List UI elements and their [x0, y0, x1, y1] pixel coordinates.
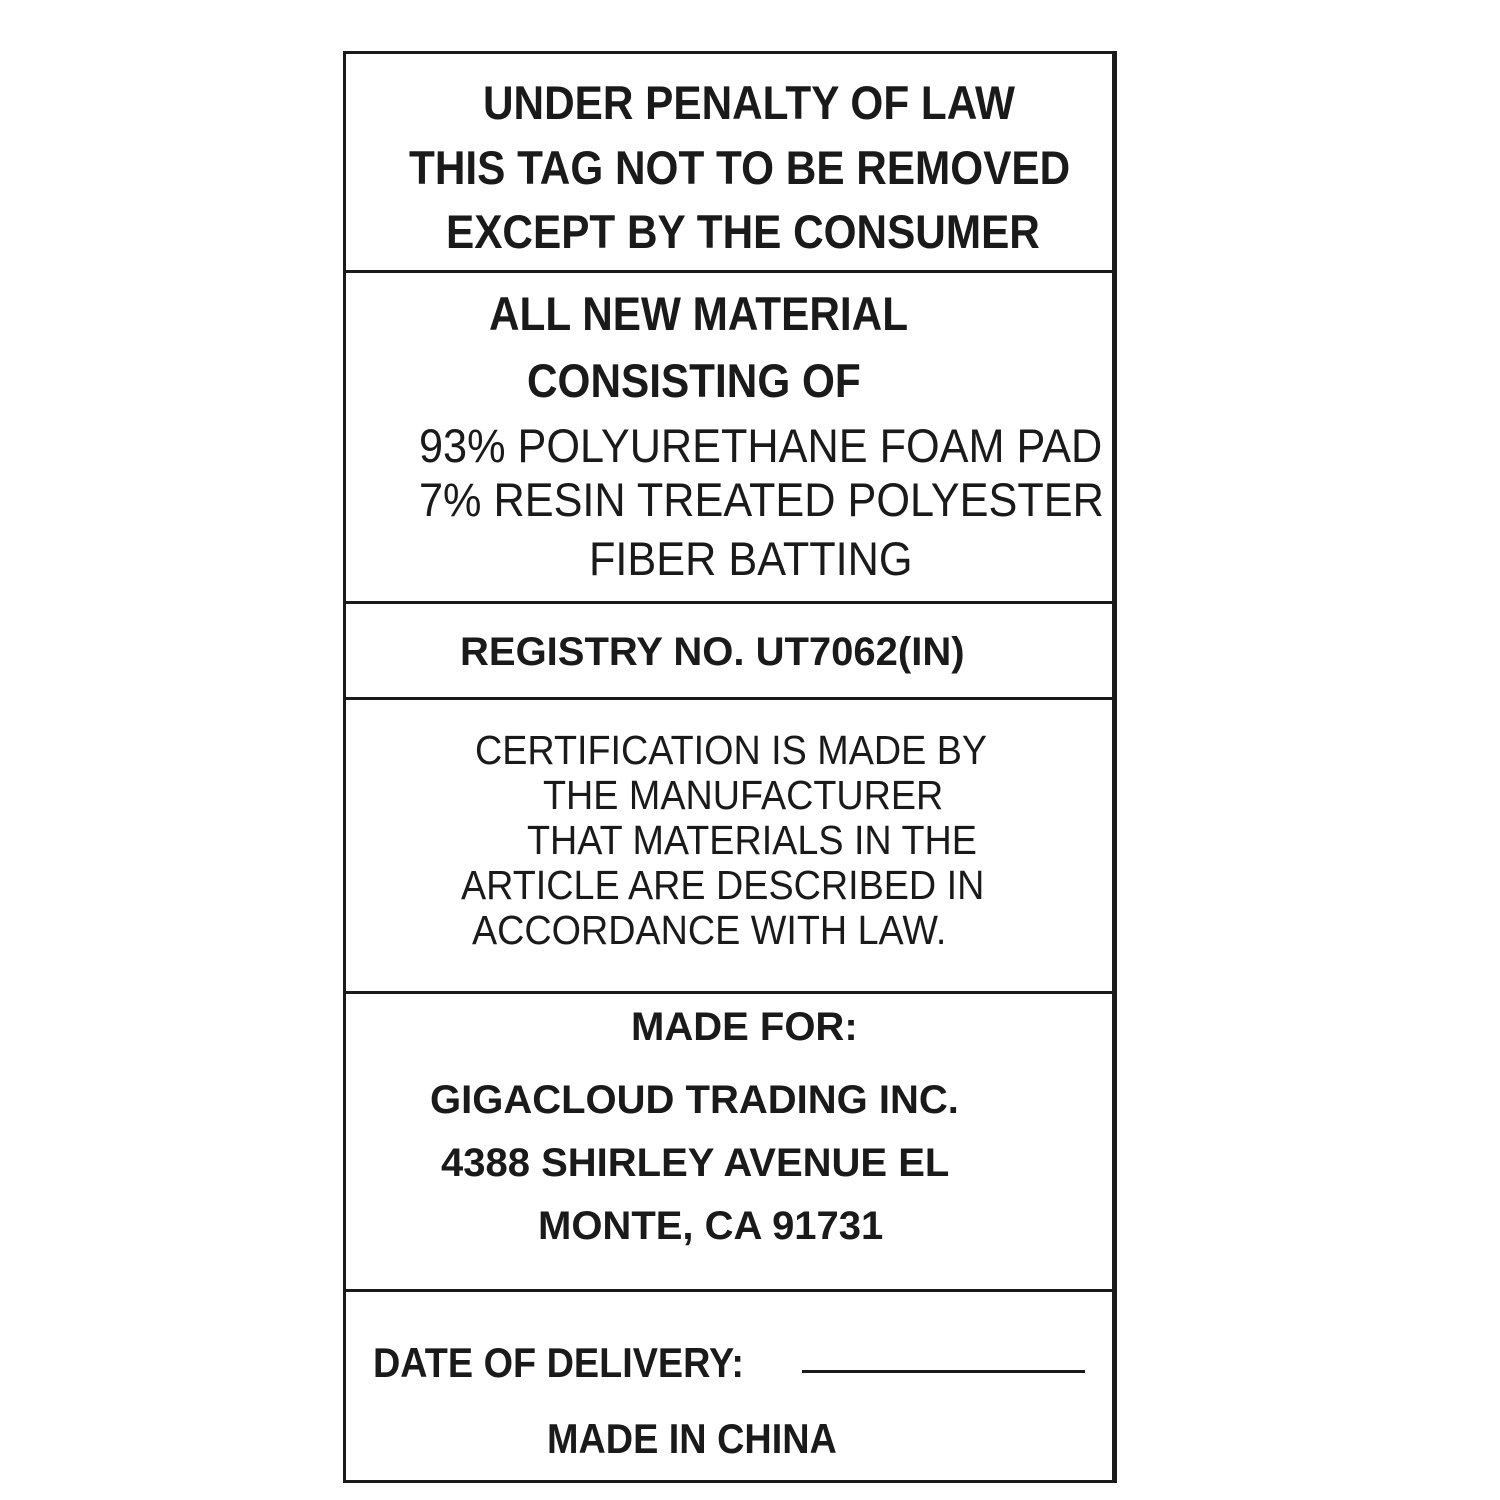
warning-line: UNDER PENALTY OF LAW — [483, 76, 1015, 129]
warning-section — [346, 54, 1112, 273]
delivery-date-blank — [802, 1370, 1085, 1373]
law-tag — [343, 51, 1117, 1483]
certification-line: THAT MATERIALS IN THE — [527, 817, 977, 863]
warning-line: THIS TAG NOT TO BE REMOVED — [409, 141, 1071, 194]
footer-section — [346, 1292, 1112, 1486]
certification-line: ACCORDANCE WITH LAW. — [472, 907, 947, 953]
material-content-line: FIBER BATTING — [589, 532, 913, 585]
certification-line: THE MANUFACTURER — [543, 772, 944, 818]
certification-section — [346, 700, 1112, 994]
made-for-section — [346, 994, 1112, 1292]
material-section — [346, 273, 1112, 604]
made-in-label: MADE IN CHINA — [547, 1415, 837, 1462]
address-line: GIGACLOUD TRADING INC. — [430, 1078, 959, 1122]
material-heading: CONSISTING OF — [527, 354, 861, 407]
material-content-line: 93% POLYURETHANE FOAM PAD — [419, 419, 1103, 472]
certification-line: CERTIFICATION IS MADE BY — [475, 727, 988, 773]
address-line: MONTE, CA 91731 — [538, 1204, 884, 1248]
address-line: 4388 SHIRLEY AVENUE EL — [441, 1141, 950, 1185]
warning-line: EXCEPT BY THE CONSUMER — [446, 205, 1040, 258]
made-for-label: MADE FOR: — [631, 1005, 858, 1049]
material-heading: ALL NEW MATERIAL — [489, 287, 909, 340]
certification-line: ARTICLE ARE DESCRIBED IN — [461, 862, 985, 908]
registry-number: REGISTRY NO. UT7062(IN) — [460, 630, 965, 674]
material-content-line: 7% RESIN TREATED POLYESTER — [419, 473, 1104, 526]
registry-section — [346, 604, 1112, 700]
delivery-date-label: DATE OF DELIVERY: — [373, 1339, 745, 1386]
